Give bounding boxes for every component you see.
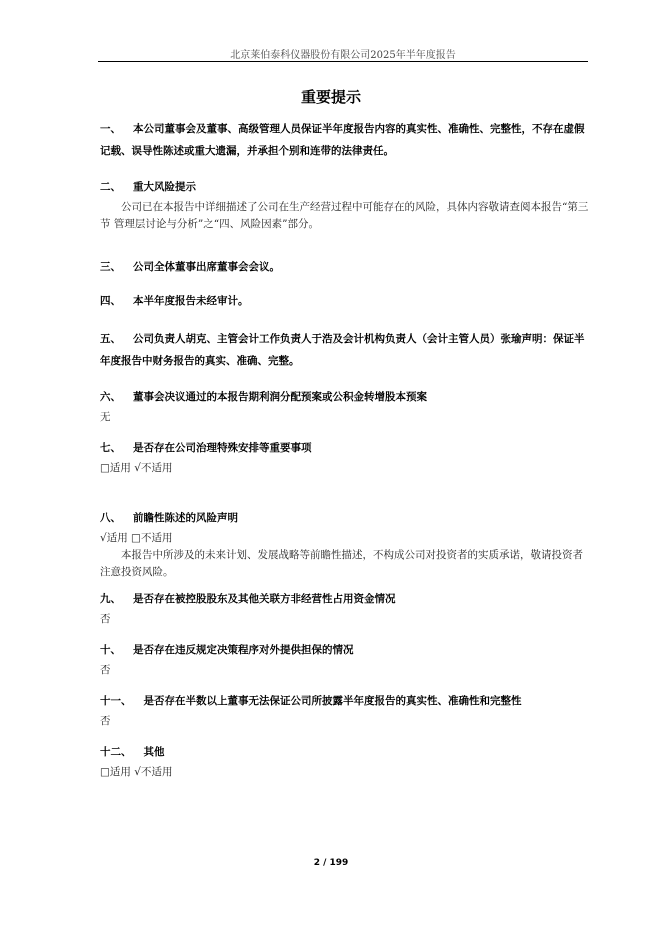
section-1-heading bbox=[100, 118, 590, 162]
section-1-number: 一、 bbox=[100, 123, 121, 135]
section-9-text: 是否存在被控股股东及其他关联方非经营性占用资金情况 bbox=[133, 593, 396, 605]
section-9 bbox=[100, 588, 590, 628]
section-3-number: 三、 bbox=[100, 261, 121, 273]
section-3 bbox=[100, 256, 590, 279]
section-8 bbox=[100, 507, 590, 581]
section-10 bbox=[100, 639, 590, 679]
page-number: 2 / 199 bbox=[313, 858, 349, 868]
section-11-heading bbox=[100, 690, 590, 713]
section-10-heading bbox=[100, 639, 590, 662]
section-5-number: 五、 bbox=[100, 333, 121, 345]
section-11-body: 否 bbox=[100, 715, 111, 727]
section-11-text: 是否存在半数以上董事无法保证公司所披露半年度报告的真实性、准确性和完整性 bbox=[143, 695, 522, 707]
section-6 bbox=[100, 386, 590, 426]
section-4-number: 四、 bbox=[100, 295, 121, 307]
section-4 bbox=[100, 290, 590, 313]
section-5-text: 公司负责人胡克、主管会计工作负责人于浩及会计机构负责人（会计主管人员）张瑜声明：保证半年度报告中财务报告的真实、准确、完整。 bbox=[100, 333, 585, 367]
section-8-heading bbox=[100, 507, 590, 530]
section-12-number: 十二、 bbox=[100, 746, 132, 758]
section-7-body: □适用 √不适用 bbox=[100, 462, 173, 474]
section-2-body: 公司已在本报告中详细描述了公司在生产经营过程中可能存在的风险，具体内容敬请查阅本报告“第三节 管理层讨论与分析”之“四、风险因素”部分。 bbox=[100, 201, 589, 230]
section-1-text: 本公司董事会及董事、高级管理人员保证半年度报告内容的真实性、准确性、完整性，不存在虚假记载、误导性陈述或重大遗漏，并承担个别和连带的法律责任。 bbox=[100, 123, 585, 157]
section-9-heading bbox=[100, 588, 590, 611]
section-10-body: 否 bbox=[100, 664, 111, 676]
section-5 bbox=[100, 328, 590, 372]
section-6-body: 无 bbox=[100, 411, 111, 423]
section-12-text: 其他 bbox=[143, 746, 165, 758]
section-2 bbox=[100, 176, 590, 233]
section-11-number: 十一、 bbox=[100, 695, 132, 707]
section-7-number: 七、 bbox=[100, 442, 121, 454]
section-12 bbox=[100, 741, 590, 781]
section-8-body: 本报告中所涉及的未来计划、发展战略等前瞻性描述，不构成公司对投资者的实质承诺，敬请投资者注意投资风险。 bbox=[100, 549, 583, 578]
section-3-heading bbox=[100, 256, 590, 279]
header-divider bbox=[98, 61, 588, 62]
page-title: 重要提示 bbox=[300, 88, 361, 106]
section-10-text: 是否存在违反规定决策程序对外提供担保的情况 bbox=[133, 644, 354, 656]
section-1 bbox=[100, 118, 590, 162]
section-9-body: 否 bbox=[100, 613, 111, 625]
section-7-text: 是否存在公司治理特殊安排等重要事项 bbox=[133, 442, 312, 454]
section-8-text: 前瞻性陈述的风险声明 bbox=[133, 512, 238, 524]
section-4-heading bbox=[100, 290, 590, 313]
section-4-text: 本半年度报告未经审计。 bbox=[133, 295, 249, 307]
section-6-number: 六、 bbox=[100, 391, 121, 403]
section-6-text: 董事会决议通过的本报告期利润分配预案或公积金转增股本预案 bbox=[133, 391, 427, 403]
section-2-text: 重大风险提示 bbox=[133, 181, 196, 193]
section-7-heading bbox=[100, 437, 590, 460]
section-2-heading bbox=[100, 176, 590, 199]
section-10-number: 十、 bbox=[100, 644, 121, 656]
section-12-body: □适用 √不适用 bbox=[100, 766, 173, 778]
page-header: 北京莱伯泰科仪器股份有限公司2025年半年度报告 bbox=[230, 50, 456, 61]
section-11 bbox=[100, 690, 590, 730]
section-8-option: √适用 □不适用 bbox=[100, 532, 173, 544]
section-7 bbox=[100, 437, 590, 477]
section-3-text: 公司全体董事出席董事会会议。 bbox=[133, 261, 280, 273]
section-6-heading bbox=[100, 386, 590, 409]
section-5-heading bbox=[100, 328, 590, 372]
section-2-number: 二、 bbox=[100, 181, 121, 193]
section-9-number: 九、 bbox=[100, 593, 121, 605]
section-8-number: 八、 bbox=[100, 512, 121, 524]
section-12-heading bbox=[100, 741, 590, 764]
